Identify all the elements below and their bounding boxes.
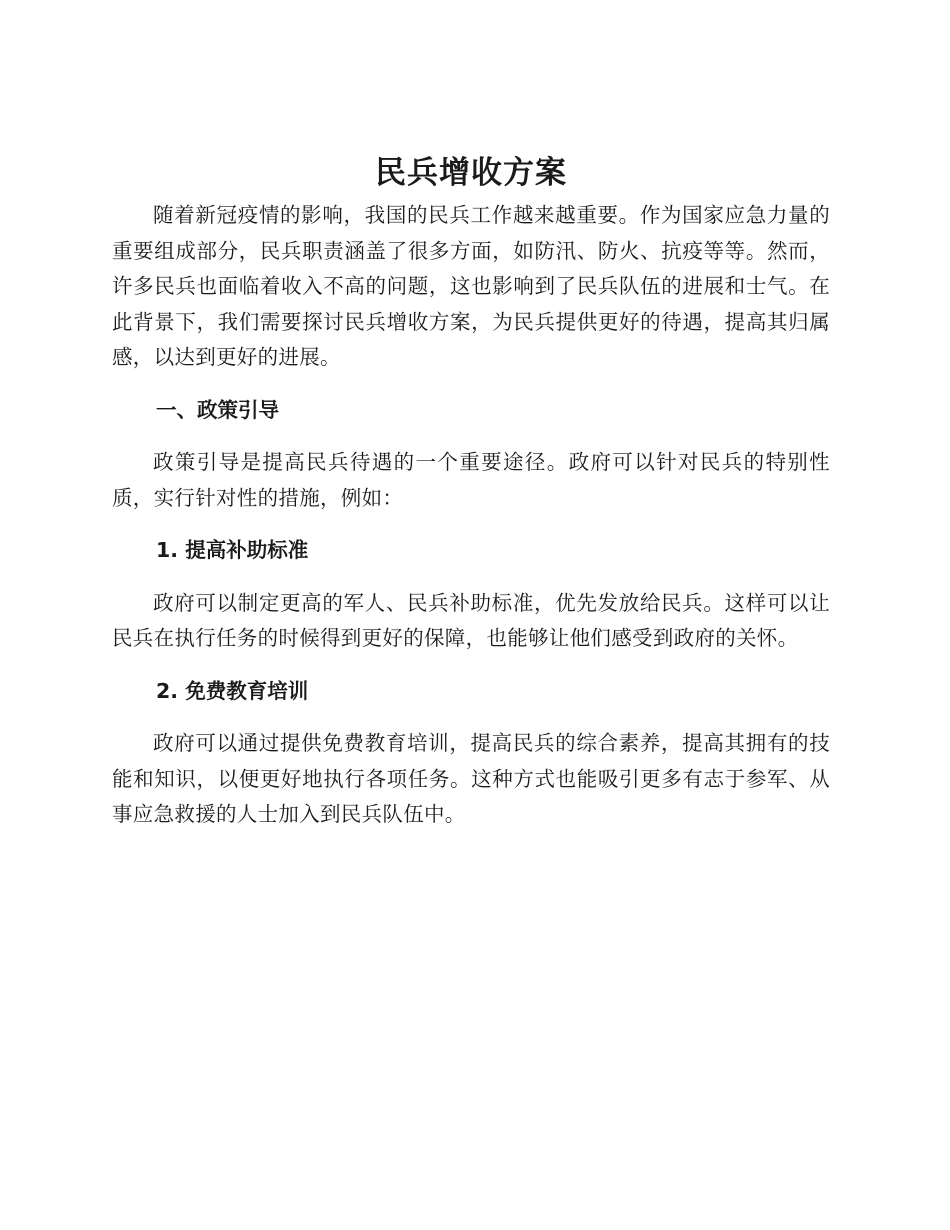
subsection-heading-subsidy: 1. 提高补助标准: [156, 538, 309, 562]
document-title: 民兵增收方案: [375, 155, 567, 191]
document-page: [112, 148, 830, 833]
spacer: [112, 569, 830, 586]
section-heading-policy: 一、政策引导: [156, 397, 279, 422]
spacer: [112, 428, 830, 445]
subsection-heading-training: 2. 免费教育培训: [156, 678, 309, 703]
section-paragraph-policy: 政策引导是提高民兵待遇的一个重要途径。政府可以针对民兵的特别性质，实行针对性的措施，例如：: [112, 450, 830, 510]
spacer: [112, 516, 830, 533]
intro-paragraph: 随着新冠疫情的影响，我国的民兵工作越来越重要。作为国家应急力量的重要组成部分，民兵职责涵盖了很多方面，如防汛、防火、抗疫等等。然而，许多民兵也面临着收入不高的问题，这也影响到了民兵队伍的进展和士气。在此背景下，我们需要探讨民兵增收方案，为民兵提供更好的待遇，提高其归属感，以达到更好的进展。: [112, 203, 830, 369]
spacer: [112, 709, 830, 726]
spacer: [112, 376, 830, 393]
spacer: [112, 657, 830, 674]
subsection-paragraph-subsidy: 政府可以制定更高的军人、民兵补助标准，优先发放给民兵。这样可以让民兵在执行任务的时候得到更好的保障，也能够让他们感受到政府的关怀。: [112, 590, 830, 650]
subsection-paragraph-training: 政府可以通过提供免费教育培训，提高民兵的综合素养，提高其拥有的技能和知识，以便更好地执行各项任务。这种方式也能吸引更多有志于参军、从事应急救援的人士加入到民兵队伍中。: [112, 731, 830, 826]
